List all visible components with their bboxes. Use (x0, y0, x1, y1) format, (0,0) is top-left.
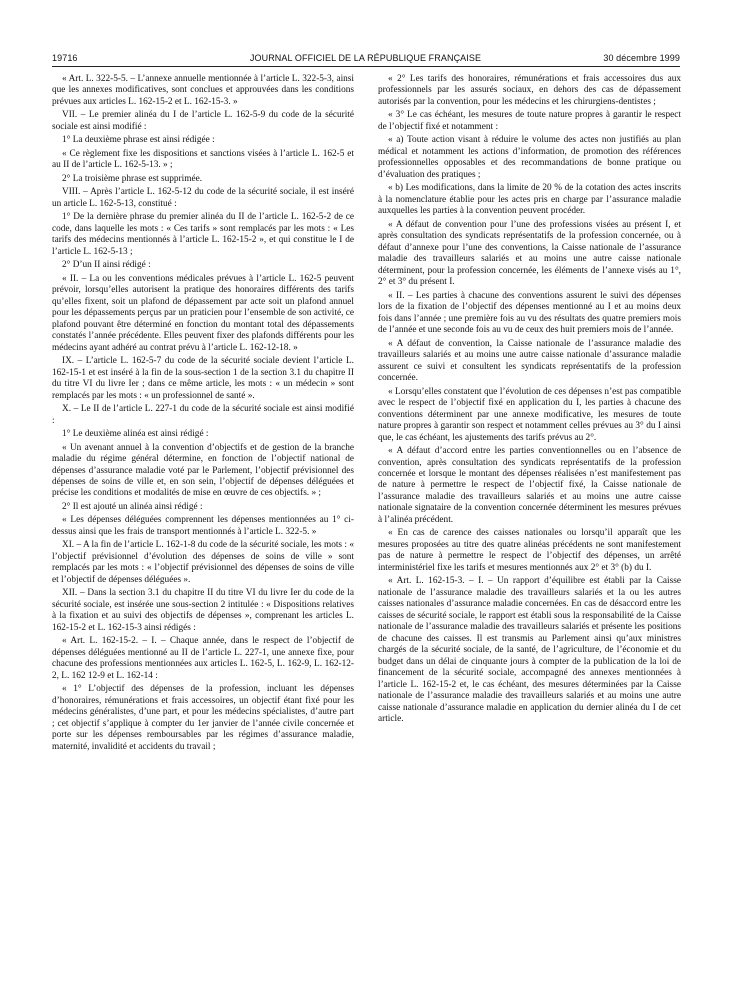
paragraph: « A défaut d’accord entre les parties conventionnelles ou en l’absence de convention, après consultation des syndicats représentatifs de la profession concernée et lorsque le montant des dépenses réalisées n’est manifestement pas de nature à permettre le respect de l’objectif fixé, la Caisse nationale de l’assurance maladie des travailleurs salariés et au moins une autre caisse nationale signataire de la convention concernée déterminent les mesures prévues à l’alinéa précédent. (378, 446, 681, 525)
paragraph: VIII. – Après l’article L. 162-5-12 du code de la sécurité sociale, il est inséré un article L. 162-5-13, constitué : (52, 187, 354, 209)
paragraph: X. – Le II de l’article L. 227-1 du code de la sécurité sociale est ainsi modifié : (52, 404, 354, 426)
paragraph: « Art. L. 162-15-2. – I. – Chaque année, dans le respect de l’objectif de dépenses déléguées mentionné au II de l’article L. 227-1, une annexe fixe, pour chacune des professions mentionnées aux articles L. 162-5, L. 162-9, L. 162-12-2, L. 162 12-9 et L. 162-14 : (52, 636, 354, 681)
paragraph: « 1° L’objectif des dépenses de la profession, incluant les dépenses d’honoraires, rémunérations et frais accessoires, un objectif étant fixé pour les médecins généralistes, d’une part, et pour les médecins spécialistes, d’autre part ; cet objectif s’applique à compter du 1er janvier de l’année civile concernée et porte sur les dépenses remboursables par les régimes d’assurance maladie, maternité, invalidité et accidents du travail ; (52, 684, 354, 752)
paragraph: « Lorsqu’elles constatent que l’évolution de ces dépenses n’est pas compatible avec le respect de l’objectif fixé en application du I, les parties à chacune des conventions déterminent par une annexe modificative, les mesures de toute nature propres à garantir son respect et notamment celles prévues au 3° du I ainsi que, le cas échéant, les ajustements des tarifs prévus au 2°. (378, 386, 681, 443)
paragraph: « A défaut de convention, la Caisse nationale de l’assurance maladie des travailleurs salariés et au moins une autre caisse nationale d’assurance maladie assurent ce suivi et consultent les syndicats représentatifs de la profession concernée. (378, 338, 681, 384)
left-column (52, 74, 354, 755)
paragraph: « Art. L. 322-5-5. – L’annexe annuelle mentionnée à l’article L. 322-5-3, ainsi que les annexes modificatives, sont conclues et approuvées dans les conditions prévues aux articles L. 162-15-2 et L. 162-15-3. » (52, 74, 354, 107)
paragraph: « A défaut de convention pour l’une des professions visées au présent I, et après consultation des syndicats représentatifs de la profession concernée, ou à défaut d’annexe pour l’une des conventions, la Caisse nationale de l’assurance maladie des travailleurs salariés et au moins une autre caisse nationale déterminent, pour la profession concernée, les éléments de l’annexe visés au 1°, 2° et 3° du présent I. (378, 219, 681, 288)
paragraph: « 3° Le cas échéant, les mesures de toute nature propres à garantir le respect de l’objectif fixé et notamment : (378, 110, 681, 132)
paragraph: « En cas de carence des caisses nationales ou lorsqu’il apparaît que les mesures proposées au titre des quatre alinéas précédents ne sont manifestement pas de nature à permettre le respect de l’objectif des dépenses, un arrêté interministériel fixe les tarifs et mesures mentionnés aux 2° et 3° (b) du I. (378, 528, 681, 573)
paragraph: 2° La troisième phrase est supprimée. (62, 173, 203, 184)
page-header (0, 50, 731, 70)
paragraph: XII. – Dans la section 3.1 du chapitre II du titre VI du livre Ier du code de la sécurité sociale, est insérée une sous-section 2 intitulée : « Dispositions relatives à la fixation et au suivi des objectifs de dépenses », comprenant les articles L. 162-15-2 et L. 162-15-3 ainsi rédigés : (52, 588, 354, 633)
paragraph: IX. – L’article L. 162-5-7 du code de la sécurité sociale devient l’article L. 162-15-1 et est inséré à la fin de la sous-section 1 de la section 3.1 du chapitre II du titre VI du livre Ier ; dans ce même article, les mots : « un médecin » sont remplacés par les mots : « un professionnel de santé ». (52, 356, 354, 401)
paragraph: 1° De la dernière phrase du premier alinéa du II de l’article L. 162-5-2 de ce code, dans laquelle les mots : « Ces tarifs » sont remplacés par les mots : « Les tarifs des médecins mentionnés à l’article L. 162-15-2 », et qui constitue le I de l’article L. 162-5-13 ; (52, 212, 354, 257)
right-column (378, 74, 681, 728)
paragraph: « II. – Les parties à chacune des conventions assurent le suivi des dépenses lors de la fixation de l’objectif des dépenses mentionné au I et au moins deux fois dans l’année ; une première fois au vu des résultats des quatre premiers mois de l’année et une seconde fois au vu de ceux des huit premiers mois de l’année. (378, 290, 681, 336)
paragraph: 2° D’un II ainsi rédigé : (62, 260, 151, 271)
paragraph: 1° La deuxième phrase est ainsi rédigée : (62, 135, 215, 146)
paragraph: « Ce règlement fixe les dispositions et sanctions visées à l’article L. 162-5 et au II de l’article L. 162-5-13. » ; (52, 148, 354, 171)
paragraph: 2° Il est ajouté un alinéa ainsi rédigé : (62, 501, 203, 512)
header-rule (52, 66, 680, 67)
page-number: 19716 (52, 53, 78, 63)
paragraph: XI. – A la fin de l’article L. 162-1-8 du code de la sécurité sociale, les mots : « l’objectif prévisionnel d’évolution des dépenses de soins de ville » sont remplacés par les mots : « l’objectif prévisionnel des dépenses de soins de ville et l’objectif de dépenses déléguées ». (52, 540, 354, 585)
paragraph: 1° Le deuxième alinéa est ainsi rédigé : (62, 429, 209, 440)
paragraph: « Art. L. 162-15-3. – I. – Un rapport d’équilibre est établi par la Caisse nationale de l’assurance maladie des travailleurs salariés et la ou les autres caisses nationales d’assurance maladie concernées. En cas de désaccord entre les caisses de sécurité sociale, le rapport est établi sous la responsabilité de la Caisse nationale de l’assurance maladie des travailleurs salariés et présente les positions de chacune des caisses. Il est transmis au Parlement ainsi qu’aux ministres chargés de la sécurité sociale, de la santé, de l’agriculture, de l’économie et du budget dans un délai de cinquante jours à compter de la publication de la loi de financement de la sécurité sociale, accompagné des annexes mentionnées à l’article L. 162-15-2 et, le cas échéant, des mesures déterminées par la Caisse nationale de l’assurance maladie des travailleurs salariés et au moins une autre caisse nationale d’assurance maladie en application du dernier alinéa du I de cet article. (378, 576, 681, 725)
paragraph: « Les dépenses déléguées comprennent les dépenses mentionnées au 1° ci-dessus ainsi que les frais de transport mentionnés à l’article L. 322-5. » (52, 515, 354, 537)
paragraph: « II. – La ou les conventions médicales prévues à l’article L. 162-5 peuvent prévoir, lorsqu’elles autorisent la pratique des honoraires différents des tarifs qu’elles fixent, soit un plafond de dépassement par acte soit un plafond annuel pour les dépassements perçus par un praticien pour l’ensemble de son activité, ce plafond pouvant être déterminé en fonction du montant total des dépassements constatés l’année précédente. Elles peuvent fixer des plafonds différents pour les médecins ayant adhéré au contrat prévu à l’article L. 162-12-18. » (52, 273, 354, 353)
paragraph: « b) Les modifications, dans la limite de 20 % de la cotation des actes inscrits à la nomenclature établie pour les actes pris en charge par l’assurance maladie auxquelles les parties à la convention peuvent procéder. (378, 183, 681, 217)
paragraph: « a) Toute action visant à réduire le volume des actes non justifiés au plan médical et notamment les actions d’information, de promotion des références professionnelles opposables et des recommandations de bonne pratique ou d’évaluation des pratiques ; (378, 135, 681, 180)
paragraph: « Un avenant annuel à la convention d’objectifs et de gestion de la branche maladie du régime général détermine, en fonction de l’objectif national de dépenses d’assurance maladie voté par le Parlement, l’objectif prévisionnel des dépenses de soins de ville et, en son sein, l’objectif de dépenses déléguées et précise les conditions et modalités de mise en œuvre de ces objectifs. » ; (52, 442, 354, 499)
paragraph: « 2° Les tarifs des honoraires, rémunérations et frais accessoires dus aux professionnels par les assurés sociaux, en dehors des cas de dépassement autorisés par la convention, pour les médecins et les chirurgiens-dentistes ; (378, 74, 681, 107)
issue-date: 30 décembre 1999 (603, 53, 680, 63)
paragraph: VII. – Le premier alinéa du I de l’article L. 162-5-9 du code de la sécurité sociale est ainsi modifié : (52, 110, 354, 132)
journal-title: JOURNAL OFFICIEL DE LA RÉPUBLIQUE FRANÇAISE (249, 53, 482, 63)
